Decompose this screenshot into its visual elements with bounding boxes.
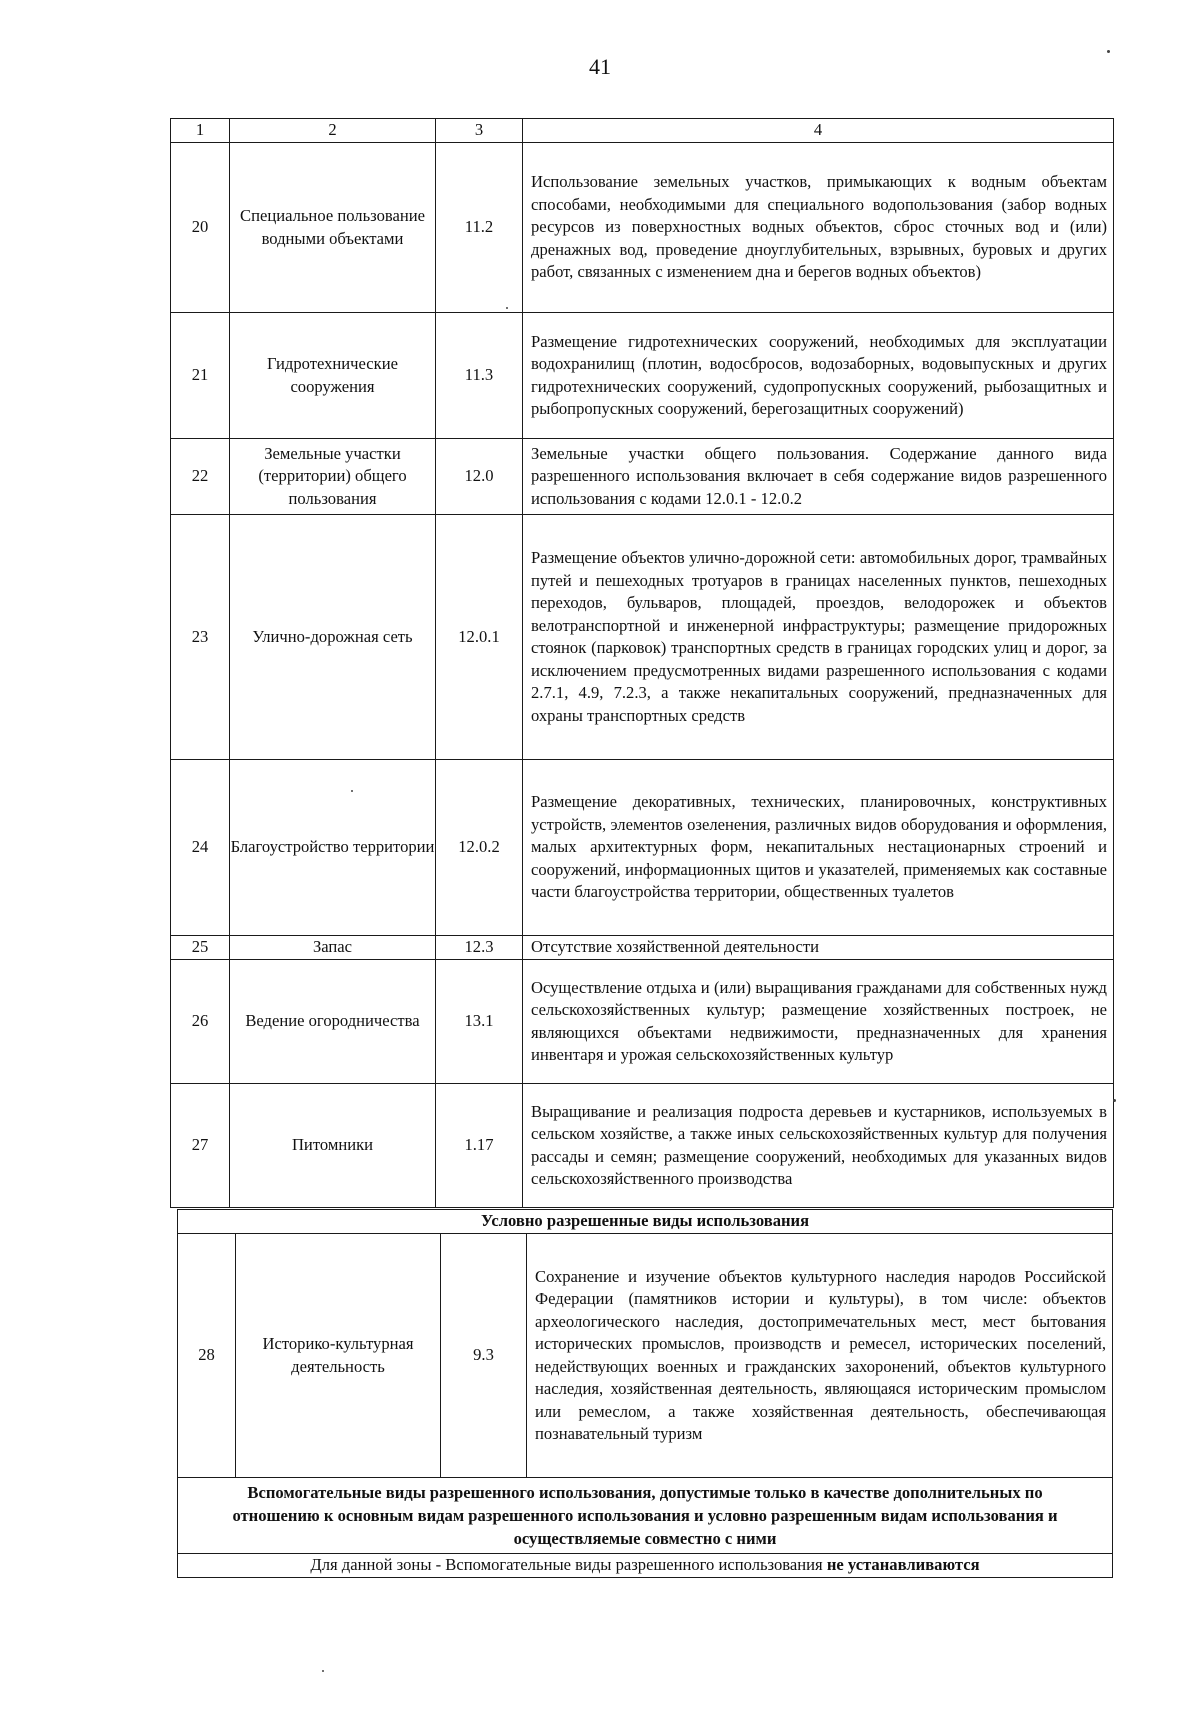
auxiliary-note-suffix: не устанавливаются (826, 1555, 980, 1575)
auxiliary-note-row (178, 1554, 1113, 1578)
use-description: Осуществление отдыха и (или) выращивания гражданами для собственных нужд сельскохозяйственных культур; размещение хозяйственных построек, не являющихся объектами недвижимости, предназначенных для хранения инвентаря и урожая сельскохозяйственных культур (523, 960, 1114, 1084)
use-code: 11.2 (436, 143, 523, 313)
scan-speck (351, 790, 353, 792)
use-code: 1.17 (436, 1084, 523, 1208)
column-header: 3 (436, 119, 523, 143)
auxiliary-note (178, 1554, 1113, 1578)
scan-speck (1113, 1099, 1116, 1102)
use-code: 12.0.2 (436, 760, 523, 936)
use-description: Размещение объектов улично-дорожной сети: автомобильных дорог, трамвайных путей и пешеходных тротуаров в границах населенных пунктов, пешеходных переходов, бульваров, площадей, проездов, велодорожек и объектов велотранспортной и инженерной инфраструктуры; размещение придорожных стоянок (парковок) транспортных средств в границах городских улиц и дорог, за исключением предусмотренных видами разрешенного использования с кодами 2.7.1, 4.9, 7.2.3, а также некапитальных сооружений, предназначенных для охраны транспортных средств (523, 515, 1114, 760)
use-type-name: Ведение огородничества (230, 960, 436, 1084)
scan-speck (506, 307, 508, 309)
table-row (171, 439, 1114, 515)
column-header: 2 (230, 119, 436, 143)
use-code: 12.0 (436, 439, 523, 515)
table-row (171, 760, 1114, 936)
table-row (178, 1234, 1113, 1478)
row-number: 21 (171, 313, 230, 439)
auxiliary-heading-row (178, 1478, 1113, 1554)
use-description: Выращивание и реализация подроста деревьев и кустарников, используемых в сельском хозяйстве, а также иных сельскохозяйственных культур для получения рассады и семян; размещение сооружений, необходимых для указанных видов сельскохозяйственного производства (523, 1084, 1114, 1208)
use-type-name: Улично-дорожная сеть (230, 515, 436, 760)
scan-speck (322, 1670, 324, 1672)
use-type-name: Благоустройство территории (230, 760, 436, 936)
use-description: Размещение гидротехнических сооружений, необходимых для эксплуатации водохранилищ (плотин, водосбросов, водозаборных, водовыпускных и других гидротехнических сооружений, судопропускных сооружений, рыбозащитных и рыбопропускных сооружений, берегозащитных сооружений) (523, 313, 1114, 439)
use-description: Земельные участки общего пользования. Содержание данного вида разрешенного использования включает в себя содержание видов разрешенного использования с кодами 12.0.1 - 12.0.2 (523, 439, 1114, 515)
use-type-name: Запас (230, 936, 436, 960)
row-number: 27 (171, 1084, 230, 1208)
use-type-name: Гидротехнические сооружения (230, 313, 436, 439)
table-row (171, 1084, 1114, 1208)
row-number: 22 (171, 439, 230, 515)
table-row (171, 143, 1114, 313)
row-number: 20 (171, 143, 230, 313)
auxiliary-note-prefix: Для данной зоны - Вспомогательные виды разрешенного использования (310, 1555, 823, 1575)
row-number: 26 (171, 960, 230, 1084)
row-number: 24 (171, 760, 230, 936)
use-description: Отсутствие хозяйственной деятельности (523, 936, 1114, 960)
table-row (171, 515, 1114, 760)
use-description: Размещение декоративных, технических, планировочных, конструктивных устройств, элементов озеленения, различных видов оборудования и оформления, малых архитектурных форм, некапитальных нестационарных строений и сооружений, информационных щитов и указателей, применяемых как составные части благоустройства территории, общественных туалетов (523, 760, 1114, 936)
use-code: 9.3 (441, 1234, 527, 1478)
scan-speck (1107, 50, 1110, 53)
table-row (171, 960, 1114, 1084)
section-heading: Условно разрешенные виды использования (178, 1210, 1113, 1234)
row-number: 23 (171, 515, 230, 760)
use-code: 13.1 (436, 960, 523, 1084)
use-code: 11.3 (436, 313, 523, 439)
use-type-name: Специальное пользование водными объектами (230, 143, 436, 313)
use-code: 12.0.1 (436, 515, 523, 760)
land-use-table (170, 118, 1114, 1208)
conditional-use-table (177, 1209, 1113, 1578)
use-description: Использование земельных участков, примыкающих к водным объектам способами, необходимыми для специального водопользования (забор водных ресурсов из поверхностных водных объектов, сброс сточных вод и (или) дренажных вод, проведение дноуглубительных, взрывных, буровых и других работ, связанных с изменением дна и берегов водных объектов) (523, 143, 1114, 313)
table-row (171, 936, 1114, 960)
use-type-name: Историко-культурная деятельность (236, 1234, 441, 1478)
row-number: 25 (171, 936, 230, 960)
use-type-name: Питомники (230, 1084, 436, 1208)
table-header-row (171, 119, 1114, 143)
use-description: Сохранение и изучение объектов культурного наследия народов Российской Федерации (памятников истории и культуры), в том числе: объектов археологического наследия, достопримечательных мест, мест бытования исторических промыслов, производств и ремесел, исторических поселений, недействующих военных и гражданских захоронений, объектов культурного наследия, хозяйственная деятельность, являющаяся историческим промыслом или ремеслом, а также хозяйственная деятельность, обеспечивающая познавательный туризм (527, 1234, 1113, 1478)
table-row (171, 313, 1114, 439)
column-header: 4 (523, 119, 1114, 143)
section-heading-row (178, 1210, 1113, 1234)
page-number: 41 (589, 54, 611, 79)
use-type-name: Земельные участки (территории) общего пользования (230, 439, 436, 515)
column-header: 1 (171, 119, 230, 143)
use-code: 12.3 (436, 936, 523, 960)
auxiliary-heading: Вспомогательные виды разрешенного использования, допустимые только в качестве дополнительных по отношению к основным видам разрешенного использования и условно разрешенным видам использования и осуществляемые совместно с ними (178, 1478, 1113, 1554)
row-number: 28 (178, 1234, 236, 1478)
